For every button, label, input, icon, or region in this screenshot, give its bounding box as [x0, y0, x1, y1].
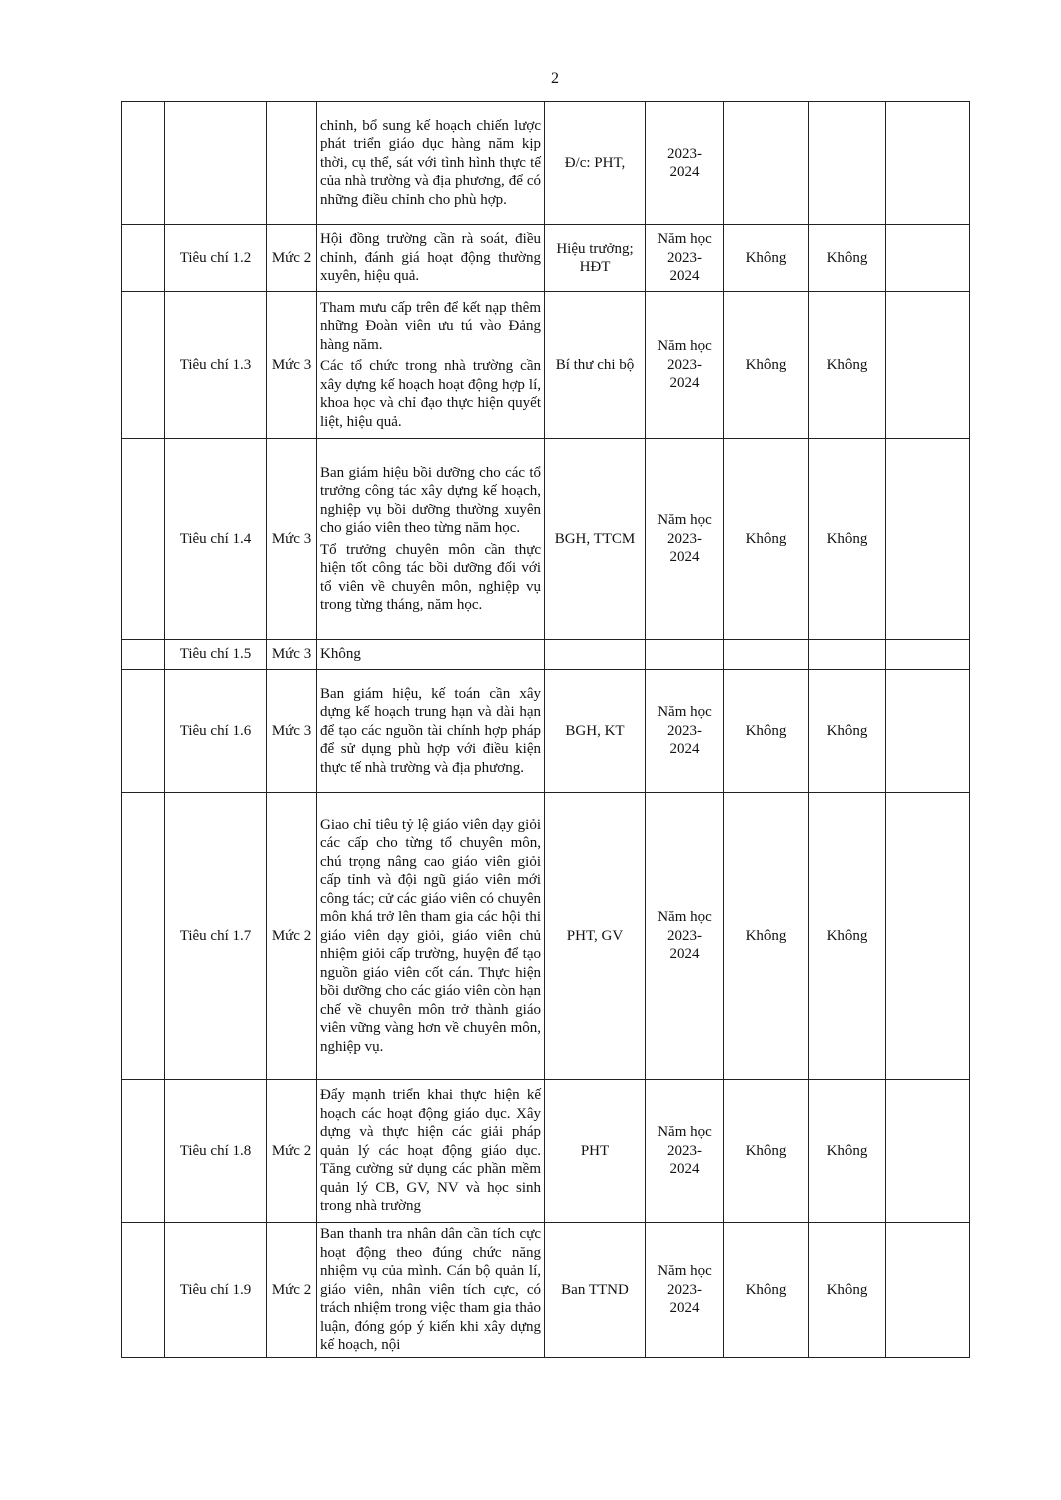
- level-cell: Mức 3: [267, 640, 317, 670]
- note-cell: [886, 102, 970, 225]
- extra-resource-cell: Không: [724, 793, 809, 1080]
- responsible-cell: Ban TTND: [545, 1223, 646, 1358]
- table-row: [122, 102, 970, 225]
- responsible-cell: BGH, TTCM: [545, 439, 646, 640]
- solution-paragraph: Các tổ chức trong nhà trường cần xây dựng kế hoạch hoạt động hợp lí, khoa học và chỉ đạo thực hiện quyết liệt, hiệu quả.: [320, 358, 541, 430]
- index-cell: [122, 1223, 165, 1358]
- level-cell: Mức 3: [267, 439, 317, 640]
- extra-resource-cell: Không: [724, 225, 809, 292]
- criterion-cell: Tiêu chí 1.5: [165, 640, 267, 670]
- solution-cell: [317, 1080, 545, 1223]
- responsible-cell: BGH, KT: [545, 670, 646, 793]
- extra-support-cell: Không: [809, 793, 886, 1080]
- solution-cell: [317, 225, 545, 292]
- table-row: [122, 292, 970, 439]
- criterion-cell: Tiêu chí 1.7: [165, 793, 267, 1080]
- index-cell: [122, 640, 165, 670]
- extra-support-cell: [809, 640, 886, 670]
- extra-support-cell: Không: [809, 439, 886, 640]
- table-row: [122, 1080, 970, 1223]
- time-cell: Năm học 2023- 2024: [646, 670, 724, 793]
- criterion-cell: Tiêu chí 1.3: [165, 292, 267, 439]
- solution-paragraph: Ban thanh tra nhân dân cần tích cực hoạt động theo đúng chức năng nhiệm vụ của mình. Cán bộ quản lí, giáo viên, nhân viên tích cực, có trách nhiệm trong việc tham gia thảo luận, đóng góp ý kiến khi xây dựng kế hoạch, nội: [320, 1226, 541, 1353]
- index-cell: [122, 102, 165, 225]
- responsible-cell: Hiệu trưởng; HĐT: [545, 225, 646, 292]
- time-cell: 2023- 2024: [646, 102, 724, 225]
- extra-resource-cell: [724, 102, 809, 225]
- extra-resource-cell: Không: [724, 670, 809, 793]
- extra-support-cell: Không: [809, 670, 886, 793]
- extra-support-cell: Không: [809, 1080, 886, 1223]
- extra-resource-cell: [724, 640, 809, 670]
- criterion-cell: Tiêu chí 1.4: [165, 439, 267, 640]
- index-cell: [122, 225, 165, 292]
- page-number: 2: [551, 70, 559, 87]
- responsible-cell: [545, 640, 646, 670]
- extra-support-cell: Không: [809, 225, 886, 292]
- time-cell: [646, 640, 724, 670]
- solution-cell: [317, 1223, 545, 1358]
- solution-cell: [317, 640, 545, 670]
- time-cell: Năm học 2023- 2024: [646, 439, 724, 640]
- note-cell: [886, 1223, 970, 1358]
- solution-paragraph: Ban giám hiệu bồi dưỡng cho các tổ trưởng công tác xây dựng kế hoạch, nghiệp vụ bồi dưỡng thường xuyên cho giáo viên theo từng năm học.: [320, 464, 541, 536]
- solution-paragraph: Không: [320, 646, 361, 663]
- solution-paragraph: Giao chỉ tiêu tỷ lệ giáo viên dạy giỏi các cấp cho từng tổ chuyên môn, chú trọng nâng cao giáo viên giỏi cấp tỉnh và đội ngũ giáo viên mới công tác; cử các giáo viên có chuyên môn khá trở lên tham gia các hội thi giáo viên dạy giỏi, giáo viên chủ nhiệm giỏi cấp trường, huyện để tạo nguồn giáo viên cốt cán. Thực hiện bồi dưỡng cho các giáo viên còn hạn chế về chuyên môn trở thành giáo viên vững vàng hơn về chuyên môn, nghiệp vụ.: [320, 816, 541, 1055]
- responsible-cell: PHT: [545, 1080, 646, 1223]
- extra-resource-cell: Không: [724, 1223, 809, 1358]
- level-cell: Mức 2: [267, 1223, 317, 1358]
- solution-paragraph: Hội đồng trường cần rà soát, điều chỉnh, đánh giá hoạt động thường xuyên, hiệu quả.: [320, 231, 541, 285]
- index-cell: [122, 439, 165, 640]
- extra-resource-cell: Không: [724, 292, 809, 439]
- time-cell: Năm học 2023- 2024: [646, 793, 724, 1080]
- solution-cell: [317, 793, 545, 1080]
- time-cell: Năm học 2023- 2024: [646, 292, 724, 439]
- level-cell: Mức 3: [267, 670, 317, 793]
- solution-cell: [317, 292, 545, 439]
- index-cell: [122, 292, 165, 439]
- extra-support-cell: Không: [809, 292, 886, 439]
- note-cell: [886, 793, 970, 1080]
- index-cell: [122, 793, 165, 1080]
- level-cell: Mức 3: [267, 292, 317, 439]
- responsible-cell: PHT, GV: [545, 793, 646, 1080]
- index-cell: [122, 1080, 165, 1223]
- note-cell: [886, 670, 970, 793]
- extra-resource-cell: Không: [724, 1080, 809, 1223]
- time-cell: Năm học 2023- 2024: [646, 1080, 724, 1223]
- solution-cell: [317, 102, 545, 225]
- extra-support-cell: [809, 102, 886, 225]
- note-cell: [886, 640, 970, 670]
- table-row: [122, 225, 970, 292]
- solution-cell: [317, 439, 545, 640]
- time-cell: Năm học 2023- 2024: [646, 1223, 724, 1358]
- table-row: [122, 1223, 970, 1358]
- criterion-cell: Tiêu chí 1.2: [165, 225, 267, 292]
- note-cell: [886, 439, 970, 640]
- note-cell: [886, 225, 970, 292]
- solution-paragraph: Ban giám hiệu, kế toán cần xây dựng kế hoạch trung hạn và dài hạn để tạo các nguồn tài chính hợp pháp để sử dụng phù hợp với điều kiện thực tế nhà trường và địa phương.: [320, 685, 541, 776]
- criterion-cell: Tiêu chí 1.6: [165, 670, 267, 793]
- improvement-plan-table: [121, 101, 970, 1358]
- solution-paragraph: Tham mưu cấp trên để kết nạp thêm những Đoàn viên ưu tú vào Đảng hàng năm.: [320, 299, 541, 353]
- level-cell: [267, 102, 317, 225]
- time-cell: Năm học 2023- 2024: [646, 225, 724, 292]
- note-cell: [886, 1080, 970, 1223]
- solution-cell: [317, 670, 545, 793]
- solution-paragraph: Tổ trưởng chuyên môn cần thực hiện tốt công tác bồi dưỡng đối với tổ viên về chuyên môn, nghiệp vụ trong từng tháng, năm học.: [320, 541, 541, 613]
- table-row: [122, 439, 970, 640]
- extra-resource-cell: Không: [724, 439, 809, 640]
- note-cell: [886, 292, 970, 439]
- table-row: [122, 640, 970, 670]
- solution-paragraph: chỉnh, bổ sung kế hoạch chiến lược phát triển giáo dục hàng năm kịp thời, cụ thể, sát với tình hình thực tế của nhà trường và địa phương, để có những điều chỉnh cho phù hợp.: [320, 117, 541, 208]
- solution-paragraph: Đẩy mạnh triển khai thực hiện kế hoạch các hoạt động giáo dục. Xây dựng và thực hiện các giải pháp quản lý các hoạt động giáo dục. Tăng cường sử dụng các phần mềm quản lý CB, GV, NV và học sinh trong nhà trường: [320, 1087, 541, 1215]
- criterion-cell: Tiêu chí 1.9: [165, 1223, 267, 1358]
- criterion-cell: [165, 102, 267, 225]
- level-cell: Mức 2: [267, 793, 317, 1080]
- responsible-cell: Đ/c: PHT,: [545, 102, 646, 225]
- responsible-cell: Bí thư chi bộ: [545, 292, 646, 439]
- table-row: [122, 793, 970, 1080]
- index-cell: [122, 670, 165, 793]
- table-row: [122, 670, 970, 793]
- level-cell: Mức 2: [267, 225, 317, 292]
- criterion-cell: Tiêu chí 1.8: [165, 1080, 267, 1223]
- extra-support-cell: Không: [809, 1223, 886, 1358]
- level-cell: Mức 2: [267, 1080, 317, 1223]
